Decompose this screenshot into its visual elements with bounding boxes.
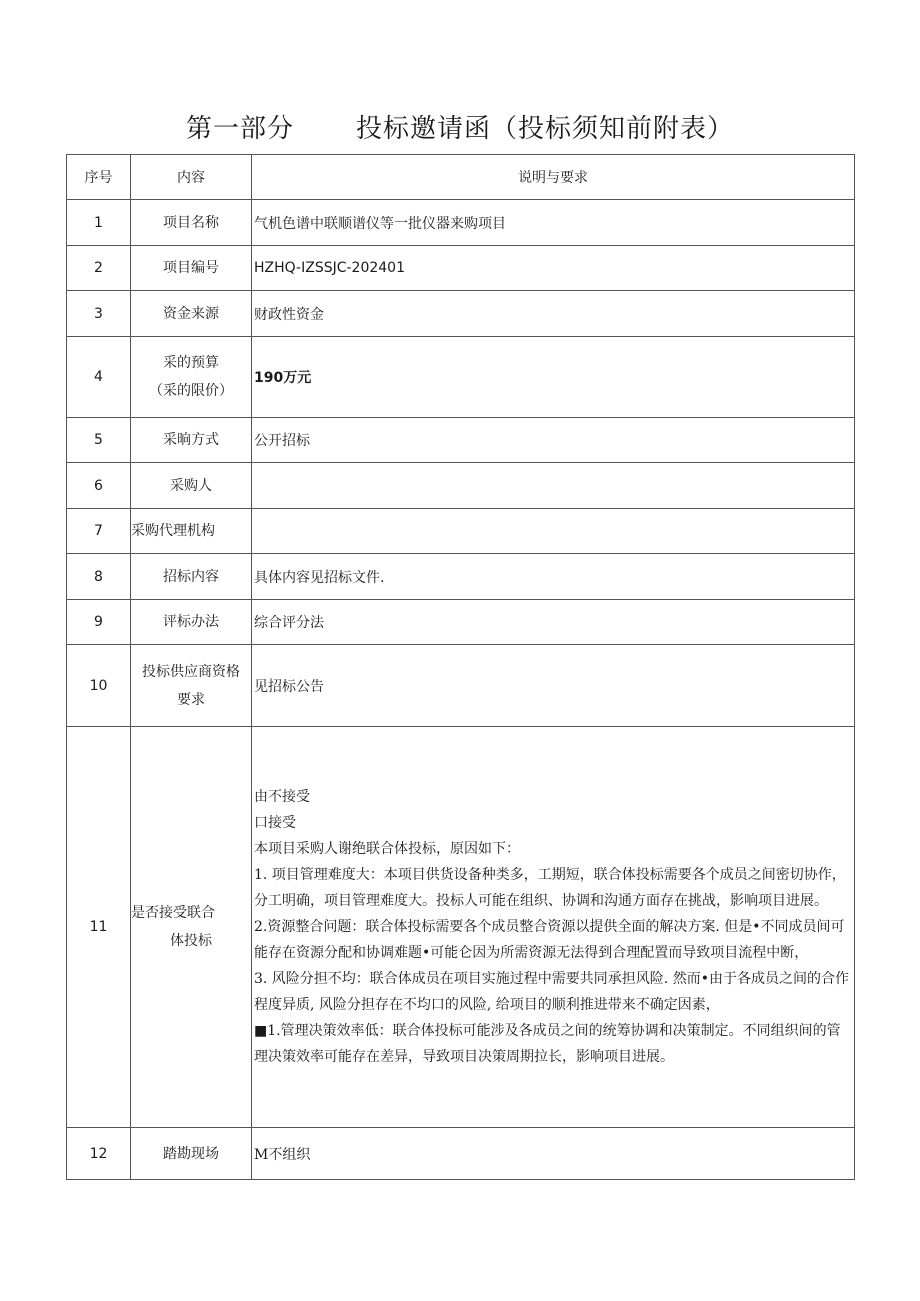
table-row	[67, 727, 855, 1128]
row-no: 2	[67, 246, 131, 291]
row-name: 采购代理机构	[131, 509, 252, 554]
row-desc: M不组织	[252, 1128, 855, 1180]
row-name: 踏勘现场	[131, 1128, 252, 1180]
row-name-line2: 体投标	[170, 933, 212, 949]
page-title	[0, 108, 920, 145]
row-no: 12	[67, 1128, 131, 1180]
row-no: 9	[67, 600, 131, 645]
table-row	[67, 246, 855, 291]
row-desc: 具体内容见招标文件.	[252, 554, 855, 600]
row-name-line1: 投标供应商资格	[142, 663, 240, 680]
table-row	[67, 337, 855, 418]
table-row	[67, 645, 855, 727]
row-name: 项目名称	[131, 200, 252, 246]
table-row	[67, 291, 855, 337]
table-row	[67, 1128, 855, 1180]
row-name: 招标内容	[131, 554, 252, 600]
row-no: 11	[67, 727, 131, 1128]
row-desc: 气机色谱中联顺谱仪等一批仪器来购项目	[252, 200, 855, 246]
row-name-line2: 要求	[177, 691, 205, 708]
row-desc: HZHQ-IZSSJC-202401	[252, 246, 855, 291]
row-name: 采购人	[131, 463, 252, 509]
paragraph: ■1.管理决策效率低：联合体投标可能涉及各成员之间的统筹协调和决策制定。不同组织间的管理决策效率可能存在差异，导致项目决策周期拉长，影响项目进展。	[254, 1023, 841, 1065]
paragraph: 3. 风险分担不均：联合体成员在项目实施过程中需要共同承担风险. 然而•由于各成员之间的合作程度异质, 风险分担存在不均口的风险, 给项目的顺利推进带来不确定因素，	[254, 971, 849, 1013]
paragraph: 2.资源整合问题：联合体投标需要各个成员整合资源以提供全面的解决方案. 但是•不同成员间可能存在资源分配和协调难题•可能仑因为所需资源无法得到合理配置而导致项目流程中断，	[254, 919, 845, 961]
paragraph: 口接受	[254, 815, 296, 831]
row-no: 3	[67, 291, 131, 337]
title-part: 第一部分	[185, 114, 294, 144]
row-no: 4	[67, 337, 131, 418]
info-table	[66, 154, 855, 1180]
paragraph: 1. 项目管理难度大：本项目供货设备种类多，工期短，联合体投标需要各个成员之间密切协作，分工明确，项目管理难度大。投标人可能在组织、协调和沟通方面存在挑战，影响项目进展。	[254, 867, 846, 909]
row-desc: 190万元	[252, 337, 855, 418]
row-name: 评标办法	[131, 600, 252, 645]
row-desc: 综合评分法	[252, 600, 855, 645]
row-no: 7	[67, 509, 131, 554]
row-desc: 见招标公告	[252, 645, 855, 727]
row-name	[131, 645, 252, 727]
row-name-line2: （采的限价）	[149, 383, 233, 399]
row-desc: 财政性资金	[252, 291, 855, 337]
row-no: 5	[67, 418, 131, 463]
table-row	[67, 463, 855, 509]
table-row	[67, 418, 855, 463]
row-desc: 公开招标	[252, 418, 855, 463]
row-no: 8	[67, 554, 131, 600]
paragraph: 本项目采购人谢绝联合体投标，原因如下：	[254, 841, 520, 857]
table-row	[67, 600, 855, 645]
row-name: 项目编号	[131, 246, 252, 291]
table-row	[67, 554, 855, 600]
header-no: 序号	[67, 155, 131, 200]
table-row	[67, 509, 855, 554]
row-name-line1: 是否接受联合	[131, 905, 215, 921]
row-name: 采晌方式	[131, 418, 252, 463]
row-desc	[252, 463, 855, 509]
title-name: 投标邀请函（投标须知前附表）	[356, 114, 735, 144]
row-name	[131, 337, 252, 418]
header-content: 内容	[131, 155, 252, 200]
row-no: 10	[67, 645, 131, 727]
row-desc	[252, 727, 855, 1128]
table-row	[67, 200, 855, 246]
header-desc: 说明与要求	[252, 155, 855, 200]
row-name	[131, 727, 252, 1128]
paragraph: 由不接受	[254, 789, 310, 805]
row-no: 1	[67, 200, 131, 246]
row-name: 资金来源	[131, 291, 252, 337]
row-name-line1: 采的预算	[163, 355, 219, 371]
header-row	[67, 155, 855, 200]
row-desc	[252, 509, 855, 554]
row-no: 6	[67, 463, 131, 509]
